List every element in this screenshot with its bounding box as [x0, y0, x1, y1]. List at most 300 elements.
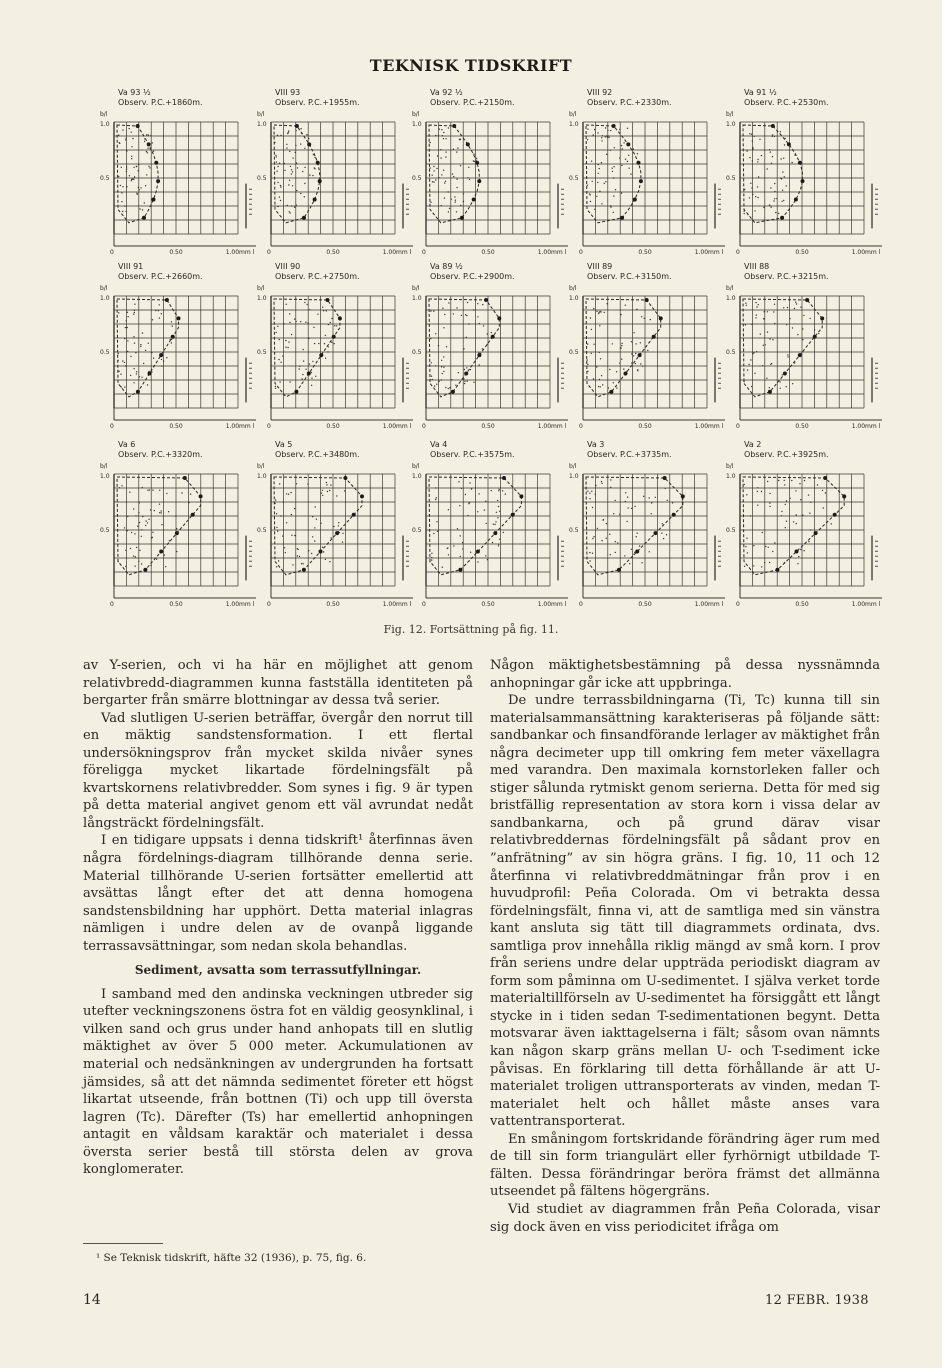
left-column [83, 657, 473, 1179]
stipple-dot [770, 151, 771, 152]
boundary-point [823, 476, 827, 480]
boundary-point [136, 390, 140, 394]
stipple-dot [158, 310, 159, 311]
panel-observation-label: Observ. P.C.+1955m. [275, 98, 360, 107]
diagram-panel [98, 88, 264, 264]
diagram-panel [567, 440, 733, 616]
stipple-dot [601, 137, 602, 138]
stipple-dot [615, 552, 616, 553]
x-tick-label: 0 [110, 249, 114, 256]
stipple-dot [287, 205, 288, 206]
stipple-dot [601, 540, 602, 541]
boundary-point [171, 335, 175, 339]
y-tick-label: 0.5 [100, 175, 110, 182]
stipple-dot [757, 186, 758, 187]
stipple-dot [118, 353, 119, 354]
stipple-dot [772, 339, 773, 340]
stipple-dot [662, 523, 663, 524]
stipple-dot [150, 135, 151, 136]
stipple-dot [771, 207, 772, 208]
stipple-dot [800, 306, 801, 307]
stipple-dot [768, 547, 769, 548]
stipple-dot [436, 168, 437, 169]
stipple-dot [292, 564, 293, 565]
stipple-dot [285, 347, 286, 348]
stipple-dot [276, 156, 277, 157]
stipple-dot [754, 210, 755, 211]
stipple-dot [753, 352, 754, 353]
stipple-dot [134, 176, 135, 177]
stipple-dot [467, 302, 468, 303]
boundary-point [787, 142, 791, 146]
y-unit-label: b/l [100, 111, 108, 118]
stipple-dot [296, 162, 297, 163]
stipple-dot [443, 327, 444, 328]
x-tick-label: 1.00mm l [851, 601, 881, 608]
stipple-dot [794, 362, 795, 363]
stipple-dot [608, 135, 609, 136]
stipple-dot [294, 207, 295, 208]
stipple-dot [322, 495, 323, 496]
panel-sample-label: Va 93 ½ [118, 88, 151, 97]
boundary-point [801, 179, 805, 183]
stipple-dot [436, 521, 437, 522]
y-tick-label: 0.5 [569, 175, 579, 182]
stipple-dot [465, 494, 466, 495]
stipple-dot [121, 201, 122, 202]
stipple-dot [784, 562, 785, 563]
stipple-dot [587, 185, 588, 186]
x-tick-label: 0.50 [638, 601, 652, 608]
diagram-plot [255, 106, 421, 266]
stipple-dot [431, 559, 432, 560]
stipple-dot [774, 198, 775, 199]
stipple-dot [614, 147, 615, 148]
stipple-dot [757, 161, 758, 162]
stipple-dot [794, 155, 795, 156]
stipple-dot [607, 130, 608, 131]
stipple-dot [277, 182, 278, 183]
stipple-dot [649, 551, 650, 552]
stipple-dot [621, 193, 622, 194]
stipple-dot [322, 307, 323, 308]
stipple-dot [125, 139, 126, 140]
stipple-dot [667, 500, 668, 501]
stipple-dot [795, 302, 796, 303]
stipple-dot [121, 192, 122, 193]
boundary-point [814, 531, 818, 535]
stipple-dot [190, 493, 191, 494]
paragraph: En småningom fortskridande förändring äger rum med de till sin form triangulärt eller fyrhörnigt utbildade T-fälten. Dessa förändringar beröra främst det allmänna utseendet på fältens högergräns. [490, 1131, 880, 1200]
stipple-dot [774, 542, 775, 543]
stipple-dot [605, 181, 606, 182]
boundary-point [624, 372, 628, 376]
stipple-dot [612, 168, 613, 169]
stipple-dot [784, 144, 785, 145]
stipple-dot [285, 552, 286, 553]
stipple-dot [505, 493, 506, 494]
distribution-outline [274, 299, 340, 397]
stipple-dot [142, 332, 143, 333]
stipple-dot [600, 311, 601, 312]
stipple-dot [663, 538, 664, 539]
stipple-dot [127, 312, 128, 313]
stipple-dot [612, 343, 613, 344]
stipple-dot [176, 528, 177, 529]
stipple-dot [277, 166, 278, 167]
diagram-plot [410, 458, 576, 618]
stipple-dot [463, 378, 464, 379]
boundary-point [776, 568, 780, 572]
stipple-dot [118, 134, 119, 135]
stipple-dot [458, 372, 459, 373]
stipple-dot [331, 342, 332, 343]
stipple-dot [445, 151, 446, 152]
stipple-dot [138, 187, 139, 188]
stipple-dot [756, 351, 757, 352]
panel-observation-label: Observ. P.C.+3215m. [744, 272, 829, 281]
stipple-dot [499, 539, 500, 540]
stipple-dot [126, 168, 127, 169]
stipple-dot [133, 336, 134, 337]
boundary-point [663, 476, 667, 480]
panel-sample-label: VIII 90 [275, 262, 301, 271]
stipple-dot [587, 139, 588, 140]
stipple-dot [143, 363, 144, 364]
stipple-dot [642, 366, 643, 367]
stipple-dot [774, 304, 775, 305]
stipple-dot [796, 303, 797, 304]
stipple-dot [620, 314, 621, 315]
stipple-dot [168, 511, 169, 512]
boundary-point [136, 124, 140, 128]
stipple-dot [467, 515, 468, 516]
panel-sample-label: Va 6 [118, 440, 136, 449]
stipple-dot [615, 500, 616, 501]
stipple-dot [592, 181, 593, 182]
stipple-dot [443, 356, 444, 357]
stipple-dot [477, 561, 478, 562]
panel-sample-label: Va 4 [430, 440, 448, 449]
stipple-dot [155, 310, 156, 311]
stipple-dot [473, 160, 474, 161]
stipple-dot [802, 328, 803, 329]
stipple-dot [593, 308, 594, 309]
stipple-dot [291, 334, 292, 335]
stipple-dot [431, 376, 432, 377]
stipple-dot [623, 368, 624, 369]
stipple-dot [746, 494, 747, 495]
x-tick-label: 0 [736, 601, 740, 608]
x-tick-label: 0.50 [638, 423, 652, 430]
stipple-dot [491, 490, 492, 491]
stipple-dot [637, 533, 638, 534]
y-unit-label: b/l [412, 463, 420, 470]
stipple-dot [327, 491, 328, 492]
stipple-dot [144, 202, 145, 203]
stipple-dot [288, 130, 289, 131]
boundary-point [319, 550, 323, 554]
stipple-dot [621, 359, 622, 360]
stipple-dot [432, 175, 433, 176]
stipple-dot [637, 369, 638, 370]
y-tick-label: 1.0 [726, 121, 736, 128]
stipple-dot [435, 499, 436, 500]
x-tick-label: 1.00mm l [225, 249, 255, 256]
stipple-dot [636, 536, 637, 537]
boundary-point [307, 142, 311, 146]
stipple-dot [780, 131, 781, 132]
stipple-dot [594, 129, 595, 130]
stipple-dot [276, 332, 277, 333]
stipple-dot [435, 333, 436, 334]
stipple-dot [317, 314, 318, 315]
stipple-dot [133, 314, 134, 315]
stipple-dot [314, 527, 315, 528]
stipple-dot [647, 350, 648, 351]
stipple-dot [810, 502, 811, 503]
stipple-dot [452, 173, 453, 174]
y-unit-label: b/l [257, 111, 265, 118]
stipple-dot [797, 563, 798, 564]
x-tick-label: 1.00mm l [537, 423, 567, 430]
stipple-dot [603, 519, 604, 520]
x-tick-label: 1.00mm l [382, 423, 412, 430]
stipple-dot [782, 190, 783, 191]
stipple-dot [312, 516, 313, 517]
stipple-dot [592, 507, 593, 508]
stipple-dot [627, 497, 628, 498]
stipple-dot [291, 205, 292, 206]
journal-title: TEKNISK TIDSKRIFT [369, 56, 573, 75]
stipple-dot [152, 142, 153, 143]
stipple-dot [769, 338, 770, 339]
stipple-dot [461, 488, 462, 489]
stipple-dot [619, 157, 620, 158]
x-tick-label: 1.00mm l [537, 601, 567, 608]
panel-observation-label: Observ. P.C.+3320m. [118, 450, 203, 459]
x-tick-label: 0.50 [481, 601, 495, 608]
stipple-dot [823, 507, 824, 508]
stipple-dot [139, 502, 140, 503]
stipple-dot [621, 165, 622, 166]
stipple-dot [131, 180, 132, 181]
x-tick-label: 1.00mm l [694, 601, 724, 608]
stipple-dot [665, 488, 666, 489]
stipple-dot [131, 532, 132, 533]
distribution-outline [743, 477, 844, 575]
stipple-dot [322, 490, 323, 491]
stipple-dot [289, 313, 290, 314]
stipple-dot [598, 313, 599, 314]
stipple-dot [755, 317, 756, 318]
stipple-dot [758, 176, 759, 177]
y-tick-label: 0.5 [726, 175, 736, 182]
stipple-dot [135, 556, 136, 557]
stipple-dot [613, 513, 614, 514]
stipple-dot [601, 375, 602, 376]
stipple-dot [619, 514, 620, 515]
stipple-dot [769, 387, 770, 388]
stipple-dot [442, 373, 443, 374]
panel-observation-label: Observ. P.C.+3150m. [587, 272, 672, 281]
stipple-dot [280, 186, 281, 187]
stipple-dot [491, 332, 492, 333]
boundary-point [654, 531, 658, 535]
boundary-point [681, 494, 685, 498]
stipple-dot [754, 373, 755, 374]
stipple-dot [125, 327, 126, 328]
stipple-dot [279, 196, 280, 197]
stipple-dot [297, 167, 298, 168]
stipple-dot [792, 327, 793, 328]
stipple-dot [625, 501, 626, 502]
stipple-dot [442, 567, 443, 568]
stipple-dot [284, 163, 285, 164]
stipple-dot [171, 321, 172, 322]
stipple-dot [613, 212, 614, 213]
x-tick-label: 0 [110, 423, 114, 430]
stipple-dot [303, 360, 304, 361]
stipple-dot [627, 128, 628, 129]
stipple-dot [455, 201, 456, 202]
stipple-dot [780, 178, 781, 179]
x-tick-label: 0 [579, 249, 583, 256]
stipple-dot [176, 551, 177, 552]
stipple-dot [743, 210, 744, 211]
stipple-dot [781, 515, 782, 516]
stipple-dot [161, 510, 162, 511]
y-tick-label: 0.5 [412, 527, 422, 534]
stipple-dot [304, 167, 305, 168]
boundary-point [147, 142, 151, 146]
stipple-dot [333, 343, 334, 344]
stipple-dot [132, 138, 133, 139]
stipple-dot [146, 151, 147, 152]
stipple-dot [752, 140, 753, 141]
stipple-dot [436, 384, 437, 385]
stipple-dot [443, 132, 444, 133]
stipple-dot [498, 490, 499, 491]
stipple-dot [277, 531, 278, 532]
panel-sample-label: VIII 91 [118, 262, 144, 271]
panel-observation-label: Observ. P.C.+2900m. [430, 272, 515, 281]
stipple-dot [276, 527, 277, 528]
stipple-dot [464, 369, 465, 370]
y-unit-label: b/l [100, 463, 108, 470]
stipple-dot [435, 135, 436, 136]
stipple-dot [138, 561, 139, 562]
stipple-dot [822, 490, 823, 491]
stipple-dot [134, 342, 135, 343]
boundary-point [332, 335, 336, 339]
stipple-dot [432, 181, 433, 182]
stipple-dot [635, 353, 636, 354]
boundary-point [458, 568, 462, 572]
stipple-dot [763, 207, 764, 208]
stipple-dot [276, 566, 277, 567]
y-tick-label: 1.0 [100, 295, 110, 302]
stipple-dot [757, 487, 758, 488]
x-tick-label: 0 [579, 423, 583, 430]
boundary-point [318, 179, 322, 183]
boundary-point [626, 142, 630, 146]
stipple-dot [760, 333, 761, 334]
stipple-dot [463, 193, 464, 194]
x-tick-label: 1.00mm l [382, 601, 412, 608]
stipple-dot [589, 560, 590, 561]
stipple-dot [286, 522, 287, 523]
boundary-point [617, 568, 621, 572]
x-tick-label: 0 [736, 249, 740, 256]
stipple-dot [323, 551, 324, 552]
stipple-dot [289, 381, 290, 382]
stipple-dot [783, 158, 784, 159]
y-tick-label: 0.5 [257, 527, 267, 534]
stipple-dot [429, 142, 430, 143]
stipple-dot [444, 314, 445, 315]
stipple-dot [485, 555, 486, 556]
boundary-point [771, 124, 775, 128]
stipple-dot [750, 183, 751, 184]
stipple-dot [621, 343, 622, 344]
stipple-dot [451, 199, 452, 200]
stipple-dot [286, 493, 287, 494]
stipple-dot [767, 481, 768, 482]
panel-sample-label: Va 2 [744, 440, 762, 449]
stipple-dot [127, 530, 128, 531]
stipple-dot [758, 304, 759, 305]
boundary-point [451, 390, 455, 394]
paragraph: I samband med den andinska veckningen utbreder sig utefter veckningszonens östra fot en väldig geosynklinal, i vilken sand och grus under hand anhopats till en slutlig mäktighet av över 5 000 meter. Ackumulationen av material och nedsänkningen av undergrunden ha fortsatt jämsides, så att det nämnda sedimentet företer ett högst likartat utseende, från bottnen (Ti) och upp till översta lagren (Tc). Därefter (Ts) har emellertid anhopningen antagit en våldsam karaktär och materialet i dessa översta serier bestå till största delen av grova konglomerater. [83, 986, 473, 1178]
stipple-dot [769, 493, 770, 494]
stipple-dot [126, 150, 127, 151]
stipple-dot [443, 371, 444, 372]
boundary-point [672, 513, 676, 517]
stipple-dot [761, 491, 762, 492]
stipple-dot [447, 191, 448, 192]
stipple-dot [295, 152, 296, 153]
stipple-dot [127, 340, 128, 341]
stipple-dot [609, 369, 610, 370]
stipple-dot [767, 311, 768, 312]
y-unit-label: b/l [569, 285, 577, 292]
stipple-dot [434, 385, 435, 386]
stipple-dot [589, 493, 590, 494]
stipple-dot [289, 212, 290, 213]
stipple-dot [433, 311, 434, 312]
boundary-point [360, 494, 364, 498]
stipple-dot [756, 314, 757, 315]
stipple-dot [473, 382, 474, 383]
stipple-dot [759, 139, 760, 140]
stipple-dot [280, 200, 281, 201]
stipple-dot [593, 344, 594, 345]
stipple-dot [592, 538, 593, 539]
stipple-dot [166, 493, 167, 494]
stipple-dot [326, 310, 327, 311]
stipple-dot [751, 187, 752, 188]
stipple-dot [610, 487, 611, 488]
stipple-dot [613, 195, 614, 196]
stipple-dot [154, 510, 155, 511]
boundary-point [335, 531, 339, 535]
stipple-dot [279, 339, 280, 340]
stipple-dot [274, 142, 275, 143]
stipple-dot [153, 357, 154, 358]
stipple-dot [328, 346, 329, 347]
stipple-dot [587, 359, 588, 360]
